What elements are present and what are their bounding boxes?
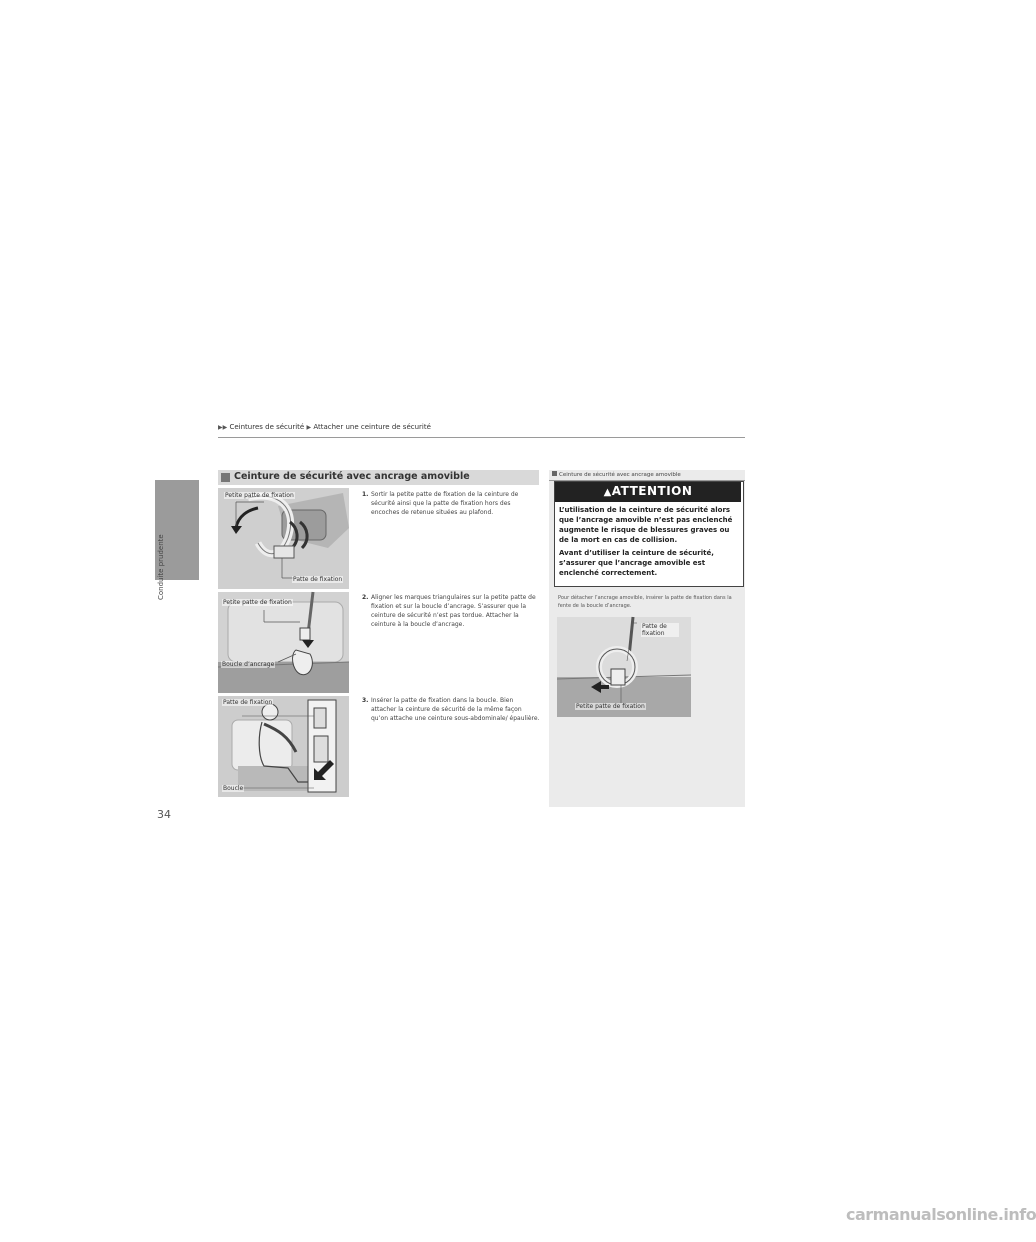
figure-1-label-small-tab: Petite patte de fixation (225, 492, 294, 499)
warning-paragraph-1: L’utilisation de la ceinture de sécurité alors que l’ancrage amovible n’est pas enclenché augmente le risque de blessures graves ou de la mort en cas de collision. (559, 506, 733, 544)
figure-1-label-tab: Patte de fixation (293, 576, 343, 583)
seat-buckle-illustration (218, 592, 349, 693)
step-3-number: 3. (362, 697, 369, 704)
chapter-label-text: Conduite prudente (157, 534, 165, 600)
step-1-number: 1. (362, 491, 369, 498)
breadcrumb-arrow-icon: ▶▶ (218, 424, 228, 431)
occupant-buckle-illustration (218, 696, 349, 797)
section-heading (218, 470, 539, 485)
breadcrumb (218, 423, 431, 431)
step-2-text: Aligner les marques triangulaires sur la petite patte de fixation et sur la boucle d’ancrage. S’assurer que la ceinture de sécurité n’est pas tordue. Attacher la ceinture à la boucle d’ancrage. (371, 594, 536, 628)
step-2 (362, 593, 540, 629)
step-2-number: 2. (362, 594, 369, 601)
belt-ceiling-illustration (218, 488, 349, 589)
sidebar-ref-icon (552, 471, 557, 476)
figure-2-label-small-tab: Petite patte de fixation (223, 599, 292, 606)
footer-watermark: carmanualsonline.info (846, 1205, 1036, 1224)
section-bullet-icon (221, 473, 230, 482)
step-1 (362, 490, 540, 517)
figure-3 (218, 696, 349, 797)
warning-title (555, 484, 741, 498)
step-3 (362, 696, 540, 723)
step-3-text: Insérer la patte de fixation dans la boucle. Bien attacher la ceinture de sécurité de la même façon qu’on attache une ceinture sous-abdominale/ épaulière. (371, 697, 540, 722)
figure-2-label-buckle: Boucle d’ancrage (222, 661, 275, 668)
sidebar-figure (557, 617, 691, 717)
sidebar-figure-label-small-tab: Petite patte de fixation (576, 703, 645, 710)
sidebar-heading (552, 471, 681, 478)
sidebar-heading-text: Ceinture de sécurité avec ancrage amovible (559, 472, 681, 478)
warning-triangle-icon: ▲ (603, 487, 612, 498)
page-number: 34 (157, 808, 171, 821)
section-title: Ceinture de sécurité avec ancrage amovible (234, 471, 470, 482)
breadcrumb-section: Ceintures de sécurité (229, 423, 305, 431)
figure-3-label-buckle: Boucle (223, 785, 244, 792)
breadcrumb-page: Attacher une ceinture de sécurité (313, 423, 431, 431)
step-1-text: Sortir la petite patte de fixation de la ceinture de sécurité ainsi que la patte de fixation hors des encoches de retenue situées au plafond. (371, 491, 519, 516)
sidebar-note: Pour détacher l’ancrage amovible, insérer la patte de fixation dans la fente de la boucle d’ancrage. (558, 595, 732, 609)
warning-title-text: ATTENTION (611, 484, 693, 498)
header-rule (218, 437, 745, 438)
sidebar-figure-label-tab: Patte de fixation (641, 623, 679, 637)
warning-paragraph-2: Avant d’utiliser la ceinture de sécurité, s’assurer que l’ancrage amovible est enclenché correctement. (559, 549, 714, 577)
breadcrumb-arrow-icon: ▶ (306, 424, 312, 431)
figure-3-label-tab: Patte de fixation (223, 699, 273, 706)
figure-2 (218, 592, 349, 693)
figure-1 (218, 488, 349, 589)
